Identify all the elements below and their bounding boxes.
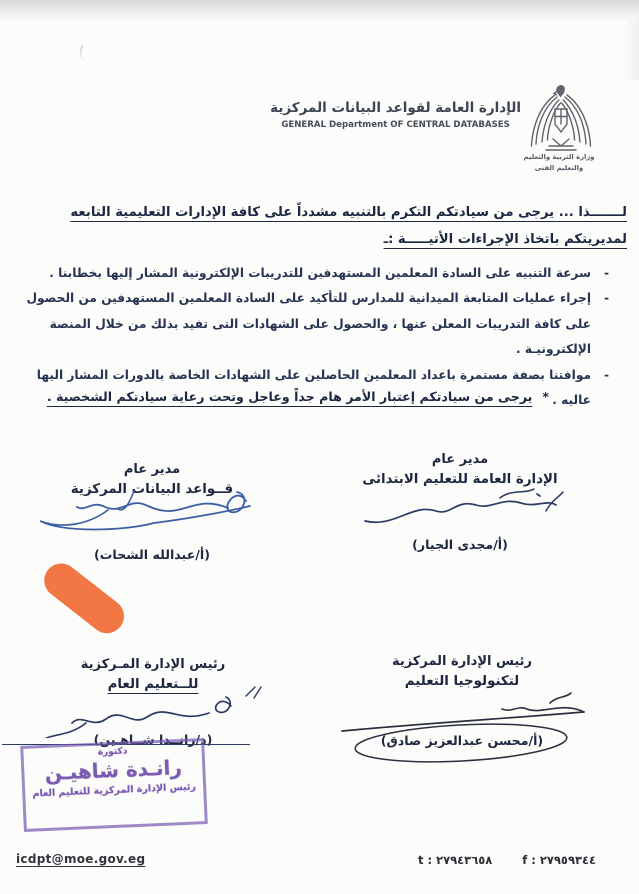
signatory-name: (أ/عبدالله الشحات) — [94, 547, 210, 562]
urgency-note-text: يرجى من سيادتكم إعتبار الأمر هام جداً وعاجل وتحت رعاية سيادتكم الشخصية . — [46, 389, 533, 404]
footer-phone-f: f : ٢٧٩٥٩٣٤٤ — [522, 853, 597, 867]
asterisk-marker: * — [542, 389, 549, 404]
signature-block-central-databases-director — [26, 462, 278, 562]
list-item-text: موافتنا بصفة مستمرة باعداد المعلمين الحاصلين على الشهادات الخاصة بالدورات المشار اليها عاليه . — [36, 367, 591, 407]
ministry-line-2: والتعليم الفنى — [534, 163, 584, 172]
signature-title: رئيس الإدارة المركزية — [391, 654, 533, 669]
signatory-name: (أ/مجدى الجيار) — [412, 537, 508, 552]
list-item — [14, 261, 611, 286]
dept-title-arabic: الإدارة العامة لقواعد البيانات المركزية — [270, 100, 521, 116]
signature-title: للــتعليم العام — [107, 677, 199, 692]
footer-phones — [418, 853, 596, 867]
scan-shadow-right — [625, 20, 639, 80]
faint-pen-mark — [76, 45, 98, 65]
dash-marker: - — [603, 367, 609, 382]
dash-marker: - — [603, 291, 609, 306]
dept-title-english: GENERAL Department OF CENTRAL DATABASES — [281, 120, 510, 130]
signature-title: مدير عام — [123, 462, 181, 477]
footer-phone-t: t : ٢٧٩٤٣٦٥٨ — [418, 853, 493, 867]
official-stamp — [20, 738, 208, 832]
intro-line-2: لمديريتكم باتخاذ الإجراءات الأتيـــــة :ـ — [383, 232, 627, 248]
list-item-text: سرعة التنبيه على السادة المعلمين المستهدفين للتدريبات الإلكترونية المشار إليها بخطابنا . — [49, 266, 591, 280]
signature-title: الإدارة العامة للتعليم الابتدائى — [362, 472, 558, 487]
signature-title: مدير عام — [431, 452, 489, 467]
orange-highlight-marker — [37, 557, 130, 640]
dash-marker: - — [603, 266, 609, 280]
ministry-line-1: وزارة التربية والتعليم — [523, 153, 595, 161]
signature-title: قــواعد البيانات المركزية — [70, 482, 234, 497]
handwritten-signature-icon — [334, 691, 590, 737]
signature-title: لتكنولوجيا التعليم — [404, 674, 520, 689]
handwritten-signature-icon — [26, 682, 276, 738]
list-item — [14, 363, 611, 414]
intro-line-1: لـــــــذا ... يرجى من سيادتكم التكرم بالتنبيه مشدداً على كافة الإدارات التعليمية التابعه — [70, 205, 627, 220]
ministry-caption — [514, 152, 604, 173]
stamp-position: رئيس الإدارة المركزية للتعليم العام — [32, 781, 197, 800]
signature-block-general-education-head — [16, 657, 290, 747]
stamp-name: رانـدة شاهيـن — [44, 755, 183, 785]
handwritten-signature-icon — [32, 479, 268, 545]
intro-paragraph — [10, 199, 627, 253]
footer-email: icdpt@moe.gov.eg — [16, 852, 146, 866]
handwritten-signature-icon — [350, 485, 570, 537]
list-item — [14, 286, 611, 362]
stamp-title: دكتورة — [97, 746, 128, 758]
list-item-text: إجراء عمليات المتابعة الميدانية للمدارس للتأكيد على السادة المعلمين المستهدفين من الحصول على كافة التدريبات المعلن عنها ، والحصول على الشهادات التى تفيد بذلك من خلال المنصة الإلكترونيـة . — [26, 291, 591, 357]
signature-block-education-technology-head — [330, 654, 594, 748]
egypt-eagle-emblem-icon — [523, 82, 599, 152]
signatory-name: (أ/محسن عبدالعزيز صادق) — [330, 733, 594, 748]
signature-title: رئيس الإدارة المـركزية — [80, 657, 226, 672]
signature-block-primary-education-director — [332, 452, 588, 552]
letterhead — [270, 100, 521, 130]
urgency-note — [47, 389, 549, 404]
signatory-name: (د/رانــدا شــاهـين) — [16, 732, 290, 747]
scan-edge-top — [0, 0, 639, 20]
